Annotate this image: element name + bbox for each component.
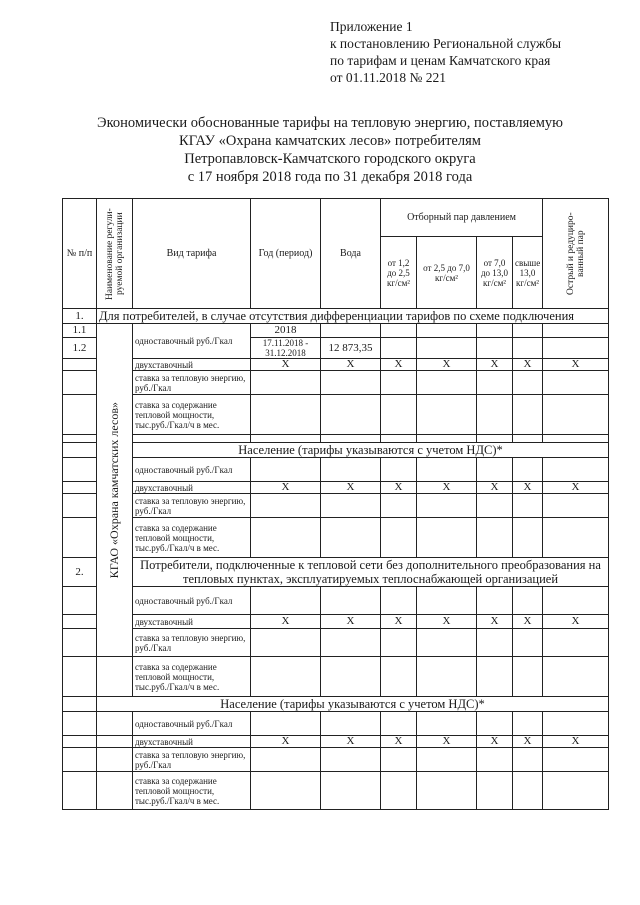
header-org-text: Наименование регули-руемой организации (104, 207, 125, 300)
x-mark: X (543, 736, 609, 748)
table-row (63, 772, 609, 810)
row-label: ставка за содержание тепловой мощности, тыс.руб./Гкал/ч в мес. (133, 518, 251, 558)
section-text: Для потребителей, в случае отсутствия дифференциации тарифов по схеме подключения (97, 309, 609, 324)
header-steam-group: Отборный пар давлением (381, 199, 543, 237)
table-row (63, 359, 609, 371)
x-mark: X (251, 482, 321, 494)
header-org (97, 199, 133, 309)
header-p4: свыше 13,0 кг/см² (513, 237, 543, 309)
table-row (63, 736, 609, 748)
x-mark: X (251, 736, 321, 748)
table-row (63, 712, 609, 736)
appendix-line: по тарифам и ценам Камчатского края (330, 53, 551, 68)
row-label: двухставочный (133, 615, 251, 629)
x-mark: X (251, 615, 321, 629)
population-note: Население (тарифы указываются с учетом НДС)* (133, 443, 609, 458)
tariff-table (62, 198, 609, 810)
row-label: одноставочный руб./Гкал (133, 587, 251, 615)
section-num: 2. (63, 558, 97, 587)
row-label: ставка за тепловую энергию, руб./Гкал (133, 629, 251, 657)
section-num: 1. (63, 309, 97, 324)
x-mark: X (381, 482, 417, 494)
x-mark: X (513, 615, 543, 629)
x-mark: X (477, 482, 513, 494)
table-row (63, 518, 609, 558)
x-mark: X (477, 736, 513, 748)
x-mark: X (381, 615, 417, 629)
water-value: 12 873,35 (321, 338, 381, 359)
x-mark: X (417, 736, 477, 748)
table-row (63, 482, 609, 494)
appendix-line: Приложение 1 (330, 19, 413, 34)
org-name: КГАО «Охрана камчатских лесов» (107, 401, 121, 579)
x-mark: X (321, 736, 381, 748)
table-row (63, 435, 609, 443)
table-row (63, 748, 609, 772)
x-mark: X (251, 359, 321, 371)
table-row (63, 629, 609, 657)
x-mark: X (477, 615, 513, 629)
table-row (63, 494, 609, 518)
title-line: Петропавловск-Камчатского городского округа (184, 151, 476, 167)
table-row (63, 458, 609, 482)
row-label: одноставочный руб./Гкал (133, 324, 251, 359)
table-row (63, 395, 609, 435)
table-row (63, 371, 609, 395)
x-mark: X (513, 482, 543, 494)
title-line: Экономически обоснованные тарифы на тепловую энергию, поставляемую (97, 115, 563, 131)
row-label: двухставочный (133, 359, 251, 371)
header-year: Год (период) (251, 199, 321, 309)
row-num: 1.1 (63, 324, 97, 338)
header-p1: от 1,2 до 2,5 кг/см² (381, 237, 417, 309)
row-label: одноставочный руб./Гкал (133, 458, 251, 482)
row-label: ставка за тепловую энергию, руб./Гкал (133, 494, 251, 518)
population-row (63, 443, 609, 458)
x-mark: X (543, 359, 609, 371)
appendix-line: от 01.11.2018 № 221 (330, 70, 446, 85)
header-p2: от 2,5 до 7,0 кг/см² (417, 237, 477, 309)
x-mark: X (543, 615, 609, 629)
table-row (63, 615, 609, 629)
x-mark: X (321, 482, 381, 494)
header-row (63, 199, 609, 237)
table-row (63, 657, 609, 697)
header-p3: от 7,0 до 13,0 кг/см² (477, 237, 513, 309)
x-mark: X (381, 359, 417, 371)
row-label: ставка за тепловую энергию, руб./Гкал (133, 371, 251, 395)
document-title (70, 114, 590, 186)
header-sharp (543, 199, 609, 309)
x-mark: X (513, 736, 543, 748)
header-water: Вода (321, 199, 381, 309)
x-mark: X (477, 359, 513, 371)
header-num: № п/п (63, 199, 97, 309)
x-mark: X (321, 615, 381, 629)
x-mark: X (381, 736, 417, 748)
table-row (63, 587, 609, 615)
row-num: 1.2 (63, 338, 97, 359)
x-mark: X (417, 359, 477, 371)
section-row (63, 558, 609, 587)
section-row (63, 309, 609, 324)
header-sharp-text: Острый и редуциро-ванный пар (565, 212, 586, 295)
x-mark: X (513, 359, 543, 371)
section-text: Потребители, подключенные к тепловой сети без дополнительного преобразования на тепловых пунктах, эксплуатируемых теплоснабжающей организацией (133, 558, 609, 587)
appendix-block (330, 18, 630, 86)
x-mark: X (417, 482, 477, 494)
population-note: Население (тарифы указываются с учетом НДС)* (97, 697, 609, 712)
row-label: ставка за содержание тепловой мощности, тыс.руб./Гкал/ч в мес. (133, 395, 251, 435)
title-line: с 17 ноября 2018 года по 31 декабря 2018 года (187, 169, 473, 185)
title-line: КГАУ «Охрана камчатских лесов» потребителям (179, 133, 481, 149)
row-label: ставка за тепловую энергию, руб./Гкал (133, 748, 251, 772)
table-row (63, 324, 609, 338)
x-mark: X (321, 359, 381, 371)
x-mark: X (543, 482, 609, 494)
header-kind: Вид тарифа (133, 199, 251, 309)
appendix-line: к постановлению Региональной службы (330, 36, 562, 51)
row-label: двухставочный (133, 482, 251, 494)
row-label: двухставочный (133, 736, 251, 748)
row-label: ставка за содержание тепловой мощности, тыс.руб./Гкал/ч в мес. (133, 772, 251, 810)
period-cell: 17.11.2018 - 31.12.2018 (251, 338, 321, 359)
population-row (63, 697, 609, 712)
row-label: ставка за содержание тепловой мощности, тыс.руб./Гкал/ч в мес. (133, 657, 251, 697)
row-label: одноставочный руб./Гкал (133, 712, 251, 736)
x-mark: X (417, 615, 477, 629)
org-cell (97, 324, 133, 657)
year-cell: 2018 (251, 324, 321, 338)
